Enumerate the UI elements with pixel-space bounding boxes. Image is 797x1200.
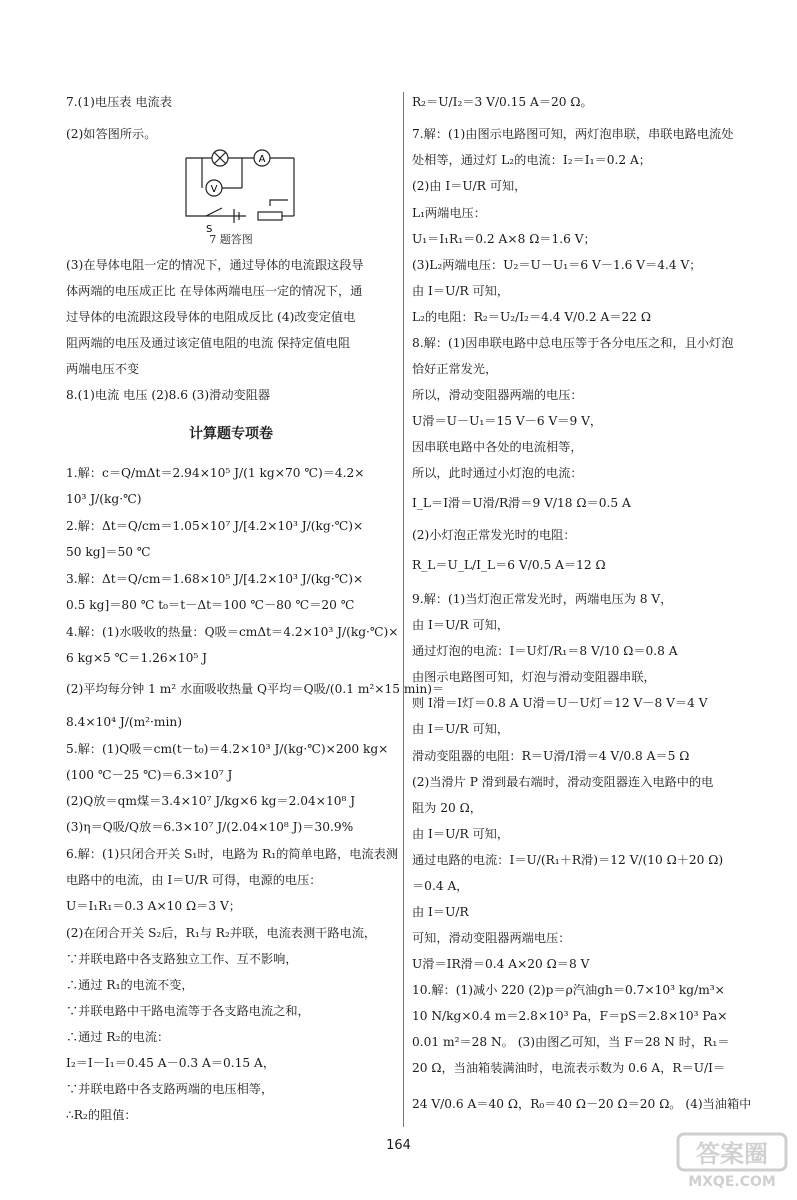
watermark-text: 答案圈 [696, 1140, 768, 1168]
text-line: (3)η＝Q吸/Q放＝6.3×10⁷ J/(2.04×10⁸ J)＝30.9% [66, 820, 354, 834]
text-line: 9.解：(1)当灯泡正常发光时，两端电压为 8 V， [412, 592, 673, 606]
text-line: I_L＝I滑＝U滑/R滑＝9 V/18 Ω＝0.5 A [412, 496, 631, 510]
text-line: R_L＝U_L/I_L＝6 V/0.5 A＝12 Ω [412, 558, 606, 572]
text-line: (2)小灯泡正常发光时的电阻： [412, 528, 576, 542]
text-line: (2)如答图所示。 [66, 127, 157, 141]
text-line: 可知，滑动变阻器两端电压： [412, 931, 571, 945]
text-line: 8.解：(1)因串联电路中总电压等于各分电压之和，且小灯泡 [412, 336, 734, 350]
text-line: 由 I＝U/R 可知， [412, 722, 510, 736]
watermark-logo [676, 1130, 788, 1192]
text-line: 6.解：(1)只闭合开关 S₁时，电路为 R₁的简单电路，电流表测 [66, 847, 399, 861]
text-line: 10 N/kg×0.4 m＝2.8×10³ Pa，F＝pS＝2.8×10³ Pa× [412, 1009, 728, 1023]
text-line: U滑＝IR滑＝0.4 A×20 Ω＝8 V [412, 957, 590, 971]
text-line: 电路中的电流，由 I＝U/R 可得，电源的电压： [66, 873, 322, 887]
switch-label: S [206, 224, 213, 235]
text-line: ∴通过 R₁的电流不变， [66, 978, 194, 992]
text-line: 2.解：Δt＝Q/cm＝1.05×10⁷ J/[4.2×10³ J/(kg·℃)× [66, 519, 364, 533]
text-line: U滑＝U－U₁＝15 V－6 V＝9 V， [412, 414, 603, 428]
page-number: 164 [386, 1138, 411, 1153]
text-line: L₁两端电压： [412, 206, 486, 220]
text-line: (3)在导体电阻一定的情况下，通过导体的电流跟这段导 [66, 258, 364, 272]
text-line: 6 kg×5 ℃＝1.26×10⁵ J [66, 651, 207, 665]
text-line: 通过电路的电流：I＝U/(R₁＋R滑)＝12 V/(10 Ω＋20 Ω) [412, 853, 724, 867]
text-line: 50 kg]＝50 ℃ [66, 545, 151, 559]
text-line: 3.解：Δt＝Q/cm＝1.68×10⁵ J/[4.2×10³ J/(kg·℃)× [66, 572, 364, 586]
text-line: 由图示电路图可知，灯泡与滑动变阻器串联， [412, 670, 656, 684]
text-line: 过导体的电流跟这段导体的电阻成反比 (4)改变定值电 [66, 310, 356, 324]
ammeter-symbol: A [258, 154, 266, 165]
text-line: 7.(1)电压表 电流表 [66, 95, 172, 109]
text-line: 由 I＝U/R 可知， [412, 827, 510, 841]
text-line: 由 I＝U/R 可知， [412, 284, 510, 298]
text-line: 20 Ω，当油箱装满油时，电流表示数为 0.6 A，R＝U/I＝ [412, 1061, 726, 1075]
text-line: 4.解：(1)水吸收的热量：Q吸＝cmΔt＝4.2×10³ J/(kg·℃)× [66, 625, 399, 639]
text-line: U＝I₁R₁＝0.3 A×10 Ω＝3 V； [66, 899, 241, 913]
text-line: ∵并联电路中各支路独立工作、互不影响， [66, 952, 298, 966]
text-line: 滑动变阻器的电阻：R＝U滑/I滑＝4 V/0.8 A＝5 Ω [412, 749, 690, 763]
text-line: ∴R₂的阻值： [66, 1108, 137, 1122]
text-line: 0.01 m²＝28 N。 (3)由图乙可知，当 F＝28 N 时，R₁＝ [412, 1035, 730, 1049]
text-line: 10.解：(1)减小 220 (2)p＝ρ汽油gh＝0.7×10³ kg/m³× [412, 983, 725, 997]
column-divider [403, 92, 404, 1127]
text-line: 由 I＝U/R 可知， [412, 618, 510, 632]
text-line: I₂＝I－I₁＝0.45 A－0.3 A＝0.15 A， [66, 1056, 276, 1070]
text-line: 体两端的电压成正比 在导体两端电压一定的情况下，通 [66, 284, 363, 298]
text-line: 所以，滑动变阻器两端的电压： [412, 388, 583, 402]
text-line: 阻两端的电压及通过该定值电阻的电流 保持定值电阻 [66, 336, 351, 350]
text-line: (3)L₂两端电压：U₂＝U－U₁＝6 V－1.6 V＝4.4 V； [412, 258, 702, 272]
text-line: 则 I滑＝I灯＝0.8 A U滑＝U－U灯＝12 V－8 V＝4 V [412, 696, 708, 710]
text-line: 7.解：(1)由图示电路图可知，两灯泡串联，串联电路电流处 [412, 127, 734, 141]
text-line: 0.5 kg]＝80 ℃ t₀＝t－Δt＝100 ℃－80 ℃＝20 ℃ [66, 598, 355, 612]
text-line: 1.解：c＝Q/mΔt＝2.94×10⁵ J/(1 kg×70 ℃)＝4.2× [66, 466, 365, 480]
text-line: L₂的电阻：R₂＝U₂/I₂＝4.4 V/0.2 A＝22 Ω [412, 310, 652, 324]
text-line: ∵并联电路中干路电流等于各支路电流之和， [66, 1004, 310, 1018]
text-line: 所以，此时通过小灯泡的电流： [412, 466, 583, 480]
text-line: 阻为 20 Ω， [412, 801, 482, 815]
text-line: (2)在闭合开关 S₂后，R₁与 R₂并联，电流表测干路电流， [66, 926, 377, 940]
text-line: 10³ J/(kg·℃) [66, 492, 142, 506]
text-line: 处相等，通过灯 L₂的电流：I₂＝I₁＝0.2 A； [412, 153, 651, 167]
text-line: ∵并联电路中各支路两端的电压相等， [66, 1082, 274, 1096]
text-line: (100 ℃－25 ℃)＝6.3×10⁷ J [66, 768, 233, 782]
text-line: 由 I＝U/R [412, 905, 469, 919]
text-line: U₁＝I₁R₁＝0.2 A×8 Ω＝1.6 V； [412, 232, 596, 246]
text-line: 5.解：(1)Q吸＝cm(t－t₀)＝4.2×10³ J/(kg·℃)×200 kg× [66, 742, 389, 756]
text-line: 两端电压不变 [66, 362, 140, 376]
figure-caption: 7 题答图 [209, 233, 253, 246]
text-line: 通过灯泡的电流：I＝U灯/R₁＝8 V/10 Ω＝0.8 A [412, 644, 678, 658]
text-line: 24 V/0.6 A＝40 Ω，R₀＝40 Ω－20 Ω＝20 Ω。 (4)当油箱中 [412, 1097, 752, 1111]
text-line: (2)由 I＝U/R 可知， [412, 179, 527, 193]
circuit-diagram [176, 146, 306, 236]
text-line: 8.4×10⁴ J/(m²·min) [66, 715, 182, 729]
voltmeter-symbol: V [210, 184, 218, 195]
watermark-url: MXQE.COM [688, 1174, 776, 1190]
text-line: ∴通过 R₂的电流： [66, 1030, 170, 1044]
text-line: (2)Q放＝qm煤＝3.4×10⁷ J/kg×6 kg＝2.04×10⁸ J [66, 794, 356, 808]
text-line: ＝0.4 A， [412, 879, 469, 893]
text-line: (2)平均每分钟 1 m² 水面吸收热量 Q平均＝Q吸/(0.1 m²×15 min)＝ [66, 682, 445, 696]
section-title: 计算题专项卷 [189, 426, 273, 442]
text-line: (2)当滑片 P 滑到最右端时，滑动变阻器连入电路中的电 [412, 775, 714, 789]
text-line: 恰好正常发光， [412, 362, 498, 376]
text-line: 因串联电路中各处的电流相等， [412, 440, 583, 454]
text-line: R₂＝U/I₂＝3 V/0.15 A＝20 Ω。 [412, 95, 593, 109]
text-line: 8.(1)电流 电压 (2)8.6 (3)滑动变阻器 [66, 388, 271, 402]
